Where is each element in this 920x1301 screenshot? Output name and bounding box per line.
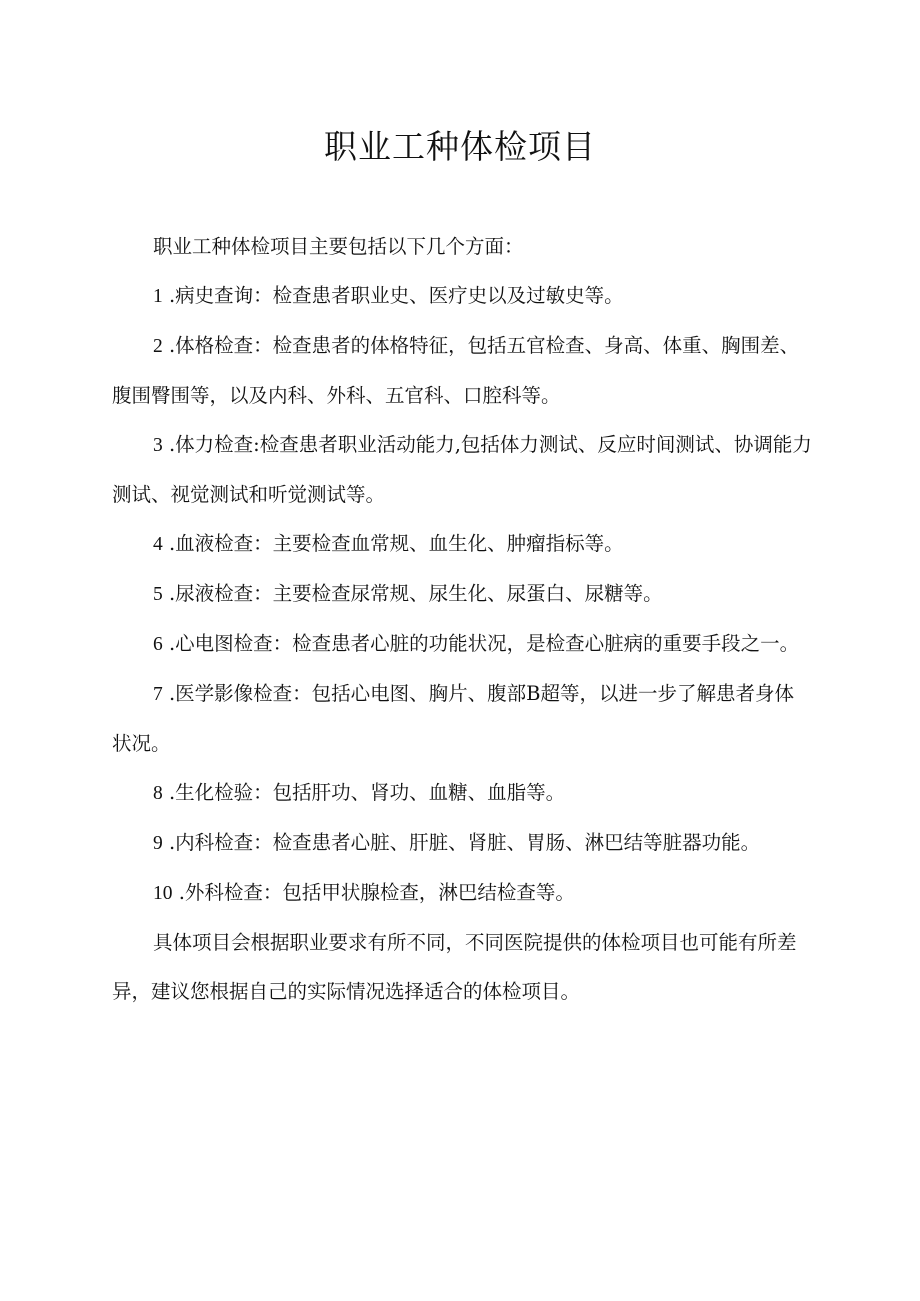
list-item-text: .生化检验：包括肝功、肾功、血糖、血脂等。 <box>168 781 566 804</box>
list-item-text: .体力检查:检查患者职业活动能力,包括体力测试、反应时间测试、协调能力测试、视觉测试和听觉测试等。 <box>112 433 812 506</box>
list-item-text: .血液检查：主要检查血常规、血生化、肿瘤指标等。 <box>168 532 624 555</box>
list-item-number: 6 <box>153 634 163 655</box>
list-item-9 <box>112 818 812 868</box>
list-item-text: .外科检查：包括甲状腺检查，淋巴结检查等。 <box>178 881 575 904</box>
list-item-number: 3 <box>153 435 163 456</box>
intro-paragraph: 职业工种体检项目主要包括以下几个方面： <box>153 235 524 258</box>
list-item-text: .病史查询：检查患者职业史、医疗史以及过敏史等。 <box>168 284 624 307</box>
list-item-number: 8 <box>153 783 163 804</box>
list-item-1 <box>112 271 812 321</box>
list-item-5 <box>112 569 812 619</box>
list-item-8 <box>112 768 812 818</box>
list-item-number: 2 <box>153 336 163 357</box>
list-item-text: .体格检查：检查患者的体格特征，包括五官检查、身高、体重、胸围差、腹围臀围等，以及内科、外科、五官科、口腔科等。 <box>112 334 800 407</box>
list-item-text: .心电图检查：检查患者心脏的功能状况，是检查心脏病的重要手段之一。 <box>168 632 800 655</box>
list-item-text: .内科检查：检查患者心脏、肝脏、肾脏、胃肠、淋巴结等脏器功能。 <box>168 831 761 854</box>
list-item-number: 4 <box>153 534 163 555</box>
list-item-number: 1 <box>153 286 163 307</box>
list-item-number: 5 <box>153 584 163 605</box>
list-item-text: .医学影像检查：包括心电图、胸片、腹部B超等，以进一步了解患者身体状况。 <box>112 682 794 755</box>
list-item-number: 10 <box>153 883 173 904</box>
document-title: 职业工种体检项目 <box>324 127 596 166</box>
list-item-2 <box>112 321 812 420</box>
list-item-3 <box>112 420 812 519</box>
list-item-number: 7 <box>153 684 163 705</box>
document-body <box>112 222 812 1016</box>
list-item-10 <box>112 868 812 918</box>
list-item-text: .尿液检查：主要检查尿常规、尿生化、尿蛋白、尿糖等。 <box>168 582 663 605</box>
list-item-7 <box>112 669 812 768</box>
list-item-number: 9 <box>153 833 163 854</box>
conclusion-paragraph: 具体项目会根据职业要求有所不同，不同医院提供的体检项目也可能有所差异，建议您根据自己的实际情况选择适合的体检项目。 <box>112 931 797 1003</box>
list-item-4 <box>112 519 812 569</box>
list-item-6 <box>112 619 812 669</box>
